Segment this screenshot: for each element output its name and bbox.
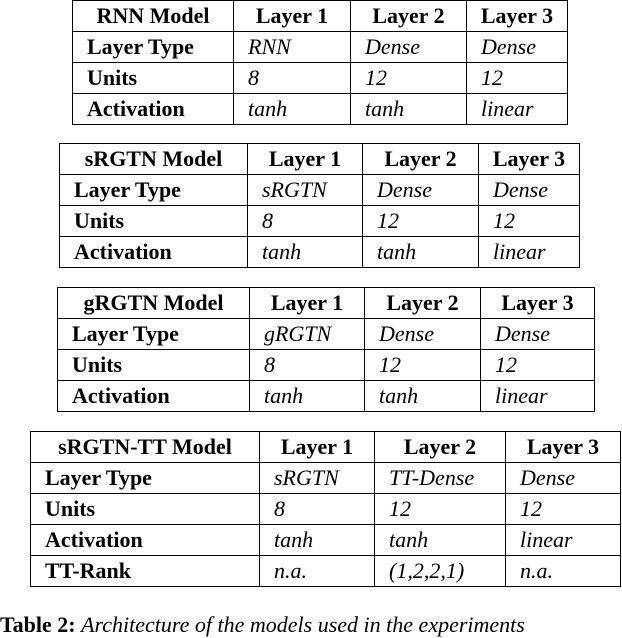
table-row (60, 175, 580, 206)
table-cell: Dense (481, 319, 595, 350)
row-label: Activation (58, 381, 250, 412)
table-cell: tanh (260, 525, 375, 556)
table-header-cell: Layer 1 (248, 144, 363, 175)
table-cell: (1,2,2,1) (375, 556, 506, 587)
table-cell: 12 (363, 206, 479, 237)
table-cell: sRGTN (248, 175, 363, 206)
srgtn-model-table (59, 143, 580, 268)
table-cell: 12 (467, 63, 568, 94)
rnn-model-table (72, 0, 568, 125)
table-cell: sRGTN (260, 463, 375, 494)
table-cell: 8 (250, 350, 365, 381)
table-header-cell: Layer 1 (260, 432, 375, 463)
row-label: Layer Type (73, 32, 234, 63)
row-label: Units (73, 63, 234, 94)
table-row (73, 63, 568, 94)
table-cell: Dense (351, 32, 467, 63)
table-header-cell: Layer 3 (479, 144, 580, 175)
table-header-cell: Layer 2 (375, 432, 506, 463)
table-cell: gRGTN (250, 319, 365, 350)
table-header-cell: gRGTN Model (58, 288, 250, 319)
table-header-cell: Layer 1 (234, 1, 351, 32)
row-label: Activation (73, 94, 234, 125)
table-cell: Dense (365, 319, 481, 350)
table-cell: linear (506, 525, 621, 556)
table-header-cell: Layer 1 (250, 288, 365, 319)
table-row (60, 206, 580, 237)
row-label: Units (31, 494, 260, 525)
table-row (31, 525, 621, 556)
table-cell: 12 (506, 494, 621, 525)
table-header-cell: Layer 3 (506, 432, 621, 463)
table-header-row (73, 1, 568, 32)
table-cell: 12 (365, 350, 481, 381)
table-row (31, 463, 621, 494)
table-header-cell: sRGTN-TT Model (31, 432, 260, 463)
table-cell: 8 (260, 494, 375, 525)
table-row (31, 556, 621, 587)
table-header-row (60, 144, 580, 175)
table-row (31, 494, 621, 525)
row-label: TT-Rank (31, 556, 260, 587)
table-cell: Dense (479, 175, 580, 206)
table-cell: tanh (375, 525, 506, 556)
table-cell: n.a. (260, 556, 375, 587)
table-row (60, 237, 580, 268)
table-row (73, 94, 568, 125)
table-header-cell: Layer 2 (365, 288, 481, 319)
grgtn-model-table (57, 287, 595, 412)
table-cell: Dense (363, 175, 479, 206)
row-label: Layer Type (60, 175, 248, 206)
table-cell: Dense (506, 463, 621, 494)
table-caption (0, 612, 525, 638)
table-header-row (58, 288, 595, 319)
srgtn-tt-model-table (30, 431, 621, 587)
table-cell: tanh (365, 381, 481, 412)
table-cell: 12 (375, 494, 506, 525)
table-cell: linear (467, 94, 568, 125)
table-row (58, 319, 595, 350)
table-header-cell: RNN Model (73, 1, 234, 32)
row-label: Layer Type (31, 463, 260, 494)
table-cell: tanh (248, 237, 363, 268)
table-cell: 12 (479, 206, 580, 237)
table-header-cell: Layer 2 (363, 144, 479, 175)
table-cell: tanh (363, 237, 479, 268)
table-cell: tanh (250, 381, 365, 412)
row-label: Activation (60, 237, 248, 268)
row-label: Layer Type (58, 319, 250, 350)
table-row (73, 32, 568, 63)
table-row (58, 350, 595, 381)
row-label: Units (58, 350, 250, 381)
row-label: Units (60, 206, 248, 237)
row-label: Activation (31, 525, 260, 556)
table-cell: tanh (351, 94, 467, 125)
table-cell: RNN (234, 32, 351, 63)
table-cell: n.a. (506, 556, 621, 587)
table-header-cell: Layer 3 (481, 288, 595, 319)
table-header-row (31, 432, 621, 463)
table-cell: 12 (351, 63, 467, 94)
table-cell: 8 (248, 206, 363, 237)
table-cell: linear (479, 237, 580, 268)
table-header-cell: Layer 3 (467, 1, 568, 32)
table-cell: tanh (234, 94, 351, 125)
table-cell: linear (481, 381, 595, 412)
caption-text: Architecture of the models used in the experiments (81, 612, 525, 637)
table-cell: Dense (467, 32, 568, 63)
table-row (58, 381, 595, 412)
caption-label: Table 2: (0, 612, 76, 637)
table-header-cell: Layer 2 (351, 1, 467, 32)
table-header-cell: sRGTN Model (60, 144, 248, 175)
table-cell: TT-Dense (375, 463, 506, 494)
table-cell: 12 (481, 350, 595, 381)
table-cell: 8 (234, 63, 351, 94)
